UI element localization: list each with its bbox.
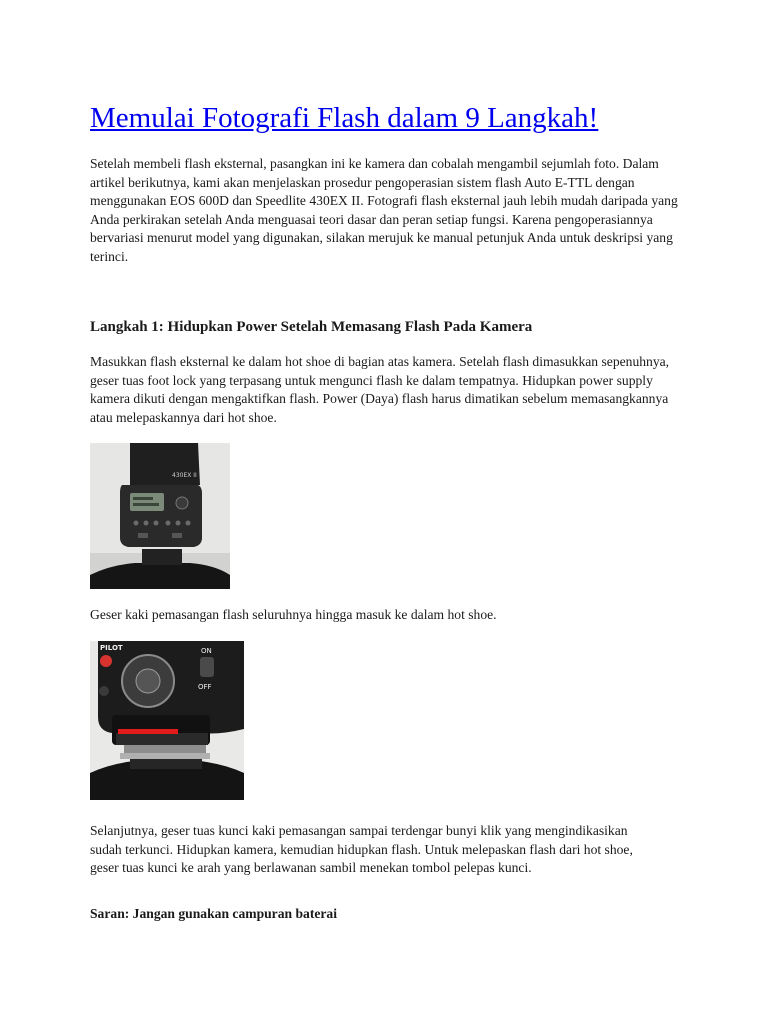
intro-paragraph: Setelah membeli flash eksternal, pasangkan ini ke kamera dan cobalah mengambil sejumlah foto. Dalam artikel berikutnya, kami akan menjelaskan prosedur pengoperasian sistem flash Auto E-TTL dengan menggunakan EOS 600D dan Speedlite 430EX II. Fotografi flash eksternal jauh lebih mudah daripada yang Anda perkirakan setelah Anda menguasai teori dasar dan peran setiap fungsi. Karena pengoperasiannya bervariasi menurut model yang digunakan, silakan merujuk ke manual petunjuk Anda untuk deskripsi yang terinci. [90,156,678,264]
flash-model-label: 430EX II [172,472,197,479]
off-label: OFF [198,683,212,691]
hot-shoe-lock-photo [90,641,244,800]
on-label: ON [201,647,212,655]
tip-heading: Saran: Jangan gunakan campuran baterai [90,906,337,921]
step1-paragraph-2: Selanjutnya, geser tuas kunci kaki pemasangan sampai terdengar bunyi klik yang mengindikasikan sudah terkunci. Hidupkan kamera, kemudian hidupkan flash. Untuk melepaskan flash dari hot shoe, geser tuas kunci ke arah yang berlawanan sambil menekan tombol pelepas kunci. [90,823,633,875]
article-title[interactable] [90,100,598,136]
flash-on-camera-photo [90,443,230,589]
pilot-label: PILOT [100,644,123,652]
step1-paragraph: Masukkan flash eksternal ke dalam hot shoe di bagian atas kamera. Setelah flash dimasukkan sepenuhnya, geser tuas foot lock yang terpasang untuk mengunci flash ke dalam tempatnya. Hidupkan power supply kamera dikuti dengan mengaktifkan flash. Power (Daya) flash harus dimatikan sebelum memasangkannya atau melepaskannya dari hot shoe. [90,354,670,425]
article-title-link[interactable]: Memulai Fotografi Flash dalam 9 Langkah! [90,102,599,134]
step1-heading: Langkah 1: Hidupkan Power Setelah Memasang Flash Pada Kamera [90,319,533,335]
photo1-caption: Geser kaki pemasangan flash seluruhnya hingga masuk ke dalam hot shoe. [90,607,497,622]
